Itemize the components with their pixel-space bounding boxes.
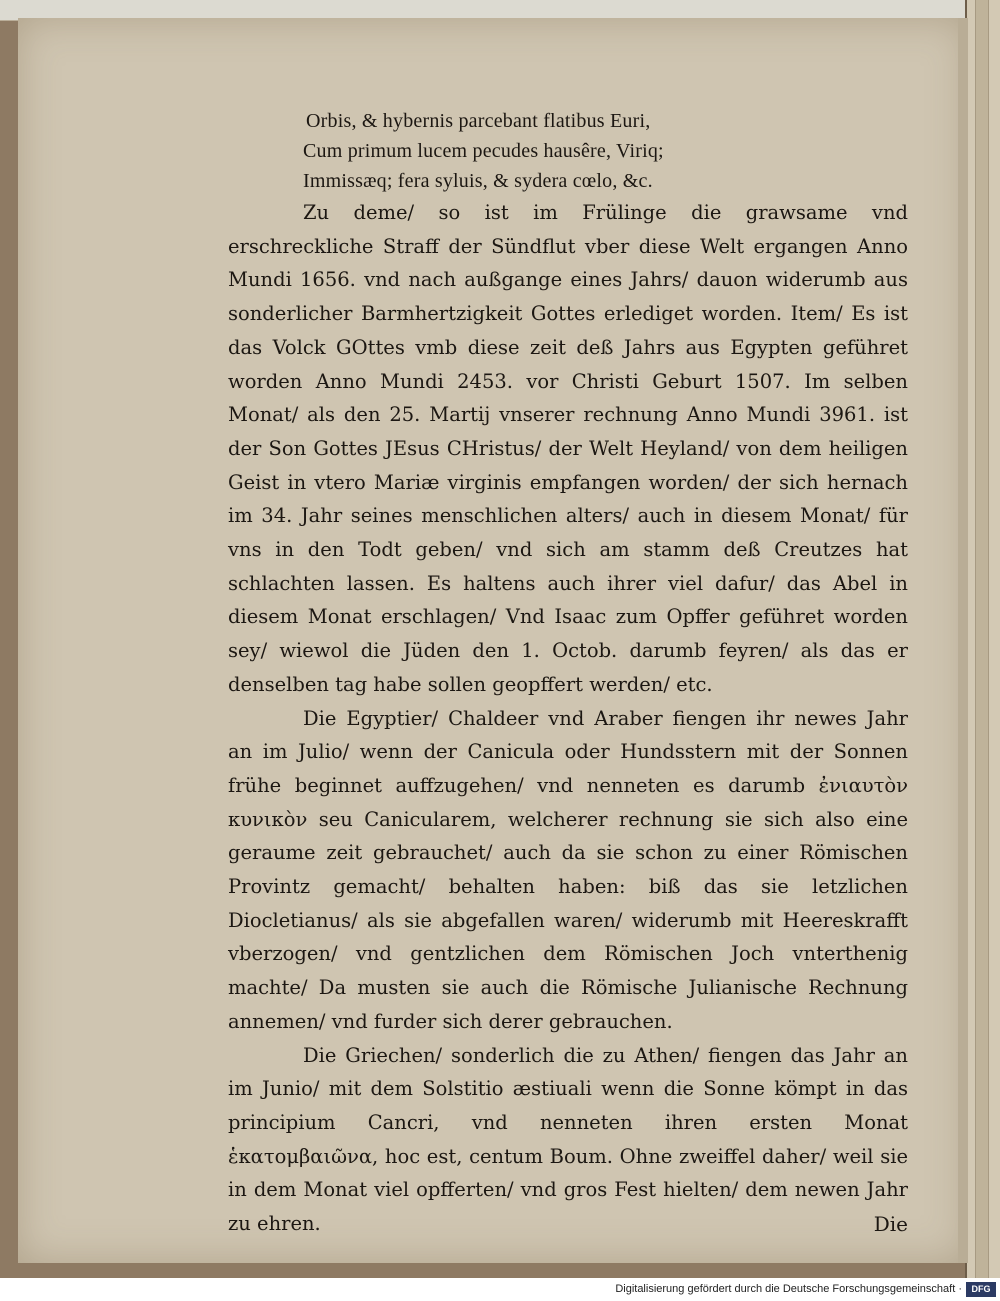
verse-line: Orbis, & hybernis parcebant flatibus Euri, (306, 110, 651, 132)
verse-line: Cum primum lucem pecudes hausêre, Viriq; (303, 140, 664, 162)
footer-bar (0, 1278, 1000, 1301)
paragraph: Die Griechen/ sonderlich die zu Athen/ fiengen das Jahr an im Junio/ mit dem Solstitio æstiuali wenn die Sonne kömpt in das principium Cancri, vnd nenneten ihren ersten Monat ἑκατομβαιῶνα, hoc est, centum Boum. Ohne zweiffel daher/ weil sie in dem Monat viel opfferten/ vnd gros Fest hielten/ dem newen Jahr zu ehren. (228, 1043, 908, 1236)
document-page (18, 18, 968, 1263)
footer-credit: Digitalisierung gefördert durch die Deutsche Forschungsgemeinschaft · (615, 1283, 962, 1295)
verse-line: Immissæq; fera syluis, & sydera cœlo, &c. (303, 170, 653, 192)
page-gutter-shade (958, 18, 968, 1263)
paragraph: Die Egyptier/ Chaldeer vnd Araber fiengen ihr newes Jahr an im Julio/ wenn der Canicula oder Hundsstern mit der Sonnen frühe beginnet auffzugehen/ vnd nenneten es darumb ἐνιαυτὸν κυνικὸν seu Canicularem, welcherer rechnung sie sich also eine geraume zeit gebrauchet/ auch da sie schon zu einer Römischen Provintz gemacht/ behalten haben: biß das sie letzlichen Diocletianus/ als sie abgefallen waren/ widerumb mit Heereskrafft vberzogen/ vnd gentzlichen dem Römischen Joch vnterthenig machte/ Da musten sie auch die Römische Julianische Rechnung annemen/ vnd furder sich derer gebrauchen. (228, 706, 908, 1033)
dfg-logo-icon: DFG (966, 1282, 996, 1297)
binding-strip (975, 0, 989, 1278)
catchword: Die (873, 1211, 908, 1236)
next-page-edge (965, 0, 1000, 1278)
paragraph: Zu deme/ so ist im Frülinge die grawsame vnd erschreckliche Straff der Sündflut vber diese Welt ergangen Anno Mundi 1656. vnd nach außgange eines Jahrs/ dauon widerumb aus sonderlicher Barmhertzigkeit Gottes erlediget worden. Item/ Es ist das Volck GOttes vmb diese zeit deß Jahrs aus Egypten geführet worden Anno Mundi 2453. vor Christi Geburt 1507. Im selben Monat/ als den 25. Martij vnserer rechnung Anno Mundi 3961. ist der Son Gottes JEsus CHristus/ der Welt Heyland/ von dem heiligen Geist in vtero Mariæ virginis empfangen worden/ der sich hernach im 34. Jahr seines menschlichen alters/ auch in diesem Monat/ für vns in den Todt geben/ vnd sich am stamm deß Creutzes hat schlachten lassen. Es haltens auch ihrer viel dafur/ das Abel in diesem Monat erschlagen/ Vnd Isaac zum Opffer geführet worden sey/ wiewol die Jüden den 1. Octob. darumb feyren/ als das er denselben tag habe sollen geopffert werden/ etc. (228, 201, 908, 696)
text-block (228, 106, 908, 1239)
